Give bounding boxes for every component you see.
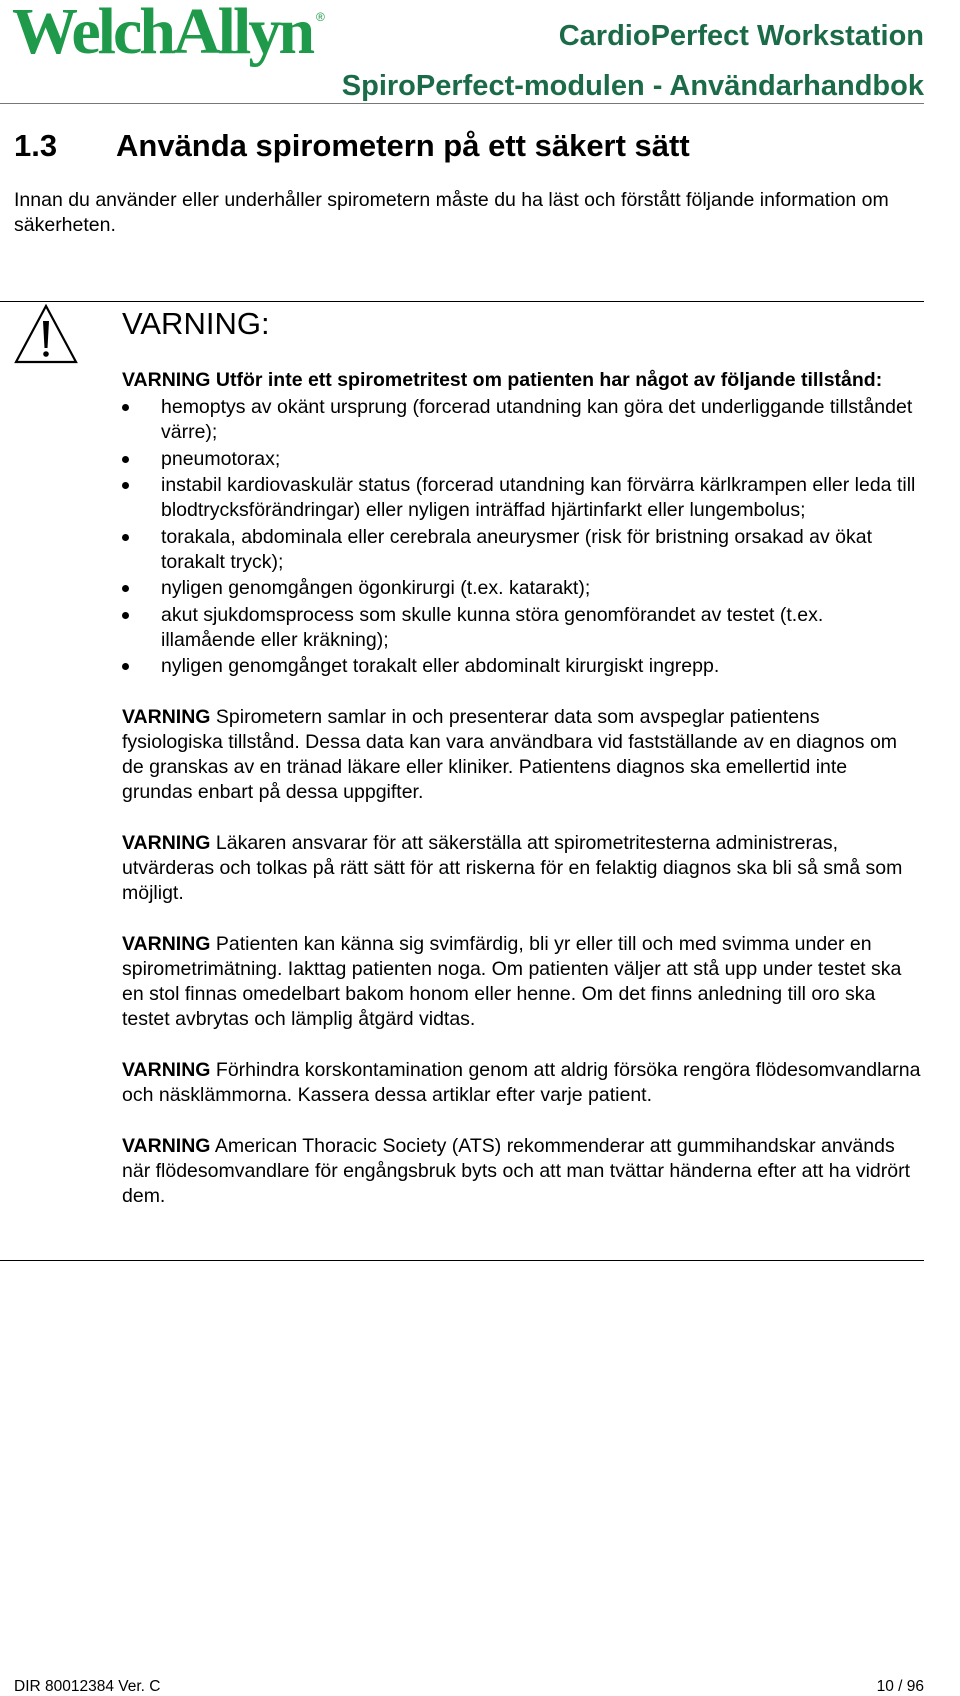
bullet-dot (122, 612, 129, 619)
welch-allyn-logo (12, 0, 325, 70)
header-divider (0, 103, 924, 104)
warning-top-divider (0, 301, 924, 302)
warning-paragraph (122, 1058, 922, 1108)
warning-heading: VARNING: (122, 306, 270, 341)
bullet-dot (122, 585, 129, 592)
warning-paragraph (122, 932, 922, 1032)
registered-mark: ® (316, 10, 325, 24)
list-item (122, 447, 922, 472)
warning-label: VARNING (122, 832, 211, 854)
list-item (122, 395, 922, 445)
product-title: CardioPerfect Workstation (558, 20, 924, 52)
section-heading (14, 128, 690, 164)
warning-text: Läkaren ansvarar för att säkerställa att spirometritesterna administreras, utvärderas och tolkas på rätt sätt för att riskerna för en felaktig diagnos ska bli så små som möjligt. (122, 832, 903, 904)
warning-text: Förhindra korskontamination genom att aldrig försöka rengöra flödesomvandlarna och näsklämmorna. Kassera dessa artiklar efter varje patient. (122, 1059, 921, 1106)
warning-paragraphs (122, 705, 922, 1209)
section-number: 1.3 (14, 128, 58, 163)
warning-paragraph (122, 1134, 922, 1209)
list-item-text: nyligen genomgången ögonkirurgi (t.ex. katarakt); (161, 577, 591, 599)
warning-paragraph (122, 705, 922, 805)
list-item-text: instabil kardiovaskulär status (forcerad utandning kan förvärra kärlkrampen eller leda till blodtrycksförändringar) eller nyligen inträffad hjärtinfarkt eller lungembolus; (161, 474, 916, 521)
warning-label: VARNING (122, 1135, 211, 1157)
logo-text: WelchAllyn (12, 0, 313, 68)
list-item-text: akut sjukdomsprocess som skulle kunna störa genomförandet av testet (t.ex. illamående eller kräkning); (161, 603, 824, 651)
list-item-text: hemoptys av okänt ursprung (forcerad utandning kan göra det underliggande tillståndet värre); (161, 396, 913, 443)
warning-block (122, 306, 922, 1209)
list-item (122, 654, 922, 679)
list-item (122, 473, 922, 523)
warning-label: VARNING (122, 1059, 211, 1081)
list-item (122, 603, 922, 653)
warning-lead: VARNING Utför inte ett spirometritest om patienten har något av följande tillstånd: (122, 369, 883, 391)
manual-title: SpiroPerfect-modulen - Användarhandbok (341, 70, 924, 102)
warning-text: Patienten kan känna sig svimfärdig, bli yr eller till och med svimma under en spirometrimätning. Iakttag patienten noga. Om patienten väljer att stå upp under testet ska en stol finnas omedelbart bakom honom eller henne. Om det finns anledning till oro ska testet avbrytas och lämplig åtgärd vidtas. (122, 933, 902, 1030)
document-id: DIR 80012384 Ver. C (14, 1678, 161, 1695)
page-header (0, 0, 960, 106)
warning-paragraph (122, 831, 922, 906)
warning-label: VARNING (122, 706, 211, 728)
warning-text: Spirometern samlar in och presenterar data som avspeglar patientens fysiologiska tillstånd. Dessa data kan vara användbara vid fastställande av en diagnos om de granskas av en tränad läkare eller kliniker. Patientens diagnos ska emellertid inte grundas enbart på dessa uppgifter. (122, 706, 898, 803)
bullet-dot (122, 456, 129, 463)
contraindication-list (122, 395, 922, 679)
list-item-text: torakala, abdominala eller cerebrala aneurysmer (risk för bristning orsakad av ökat torakalt tryck); (161, 525, 872, 573)
warning-bottom-divider (0, 1260, 924, 1261)
list-item-text: nyligen genomgånget torakalt eller abdominalt kirurgiskt ingrepp. (161, 655, 720, 677)
section-title: Använda spirometern på ett säkert sätt (116, 128, 690, 163)
bullet-dot (122, 534, 129, 541)
page-number: 10 / 96 (876, 1678, 924, 1695)
warning-triangle-icon (14, 304, 78, 364)
warning-text: American Thoracic Society (ATS) rekommenderar att gummihandskar används när flödesomvandlare för engångsbruk byts och att man tvättar händerna efter att ha vidrört dem. (122, 1135, 911, 1207)
warning-label: VARNING (122, 933, 211, 955)
bullet-dot (122, 482, 129, 489)
intro-paragraph: Innan du använder eller underhåller spirometern måste du ha läst och förstått följande information om säkerheten. (14, 189, 889, 236)
list-item (122, 576, 922, 601)
bullet-dot (122, 663, 129, 670)
bullet-dot (122, 404, 129, 411)
list-item (122, 525, 922, 575)
list-item-text: pneumotorax; (161, 447, 281, 470)
